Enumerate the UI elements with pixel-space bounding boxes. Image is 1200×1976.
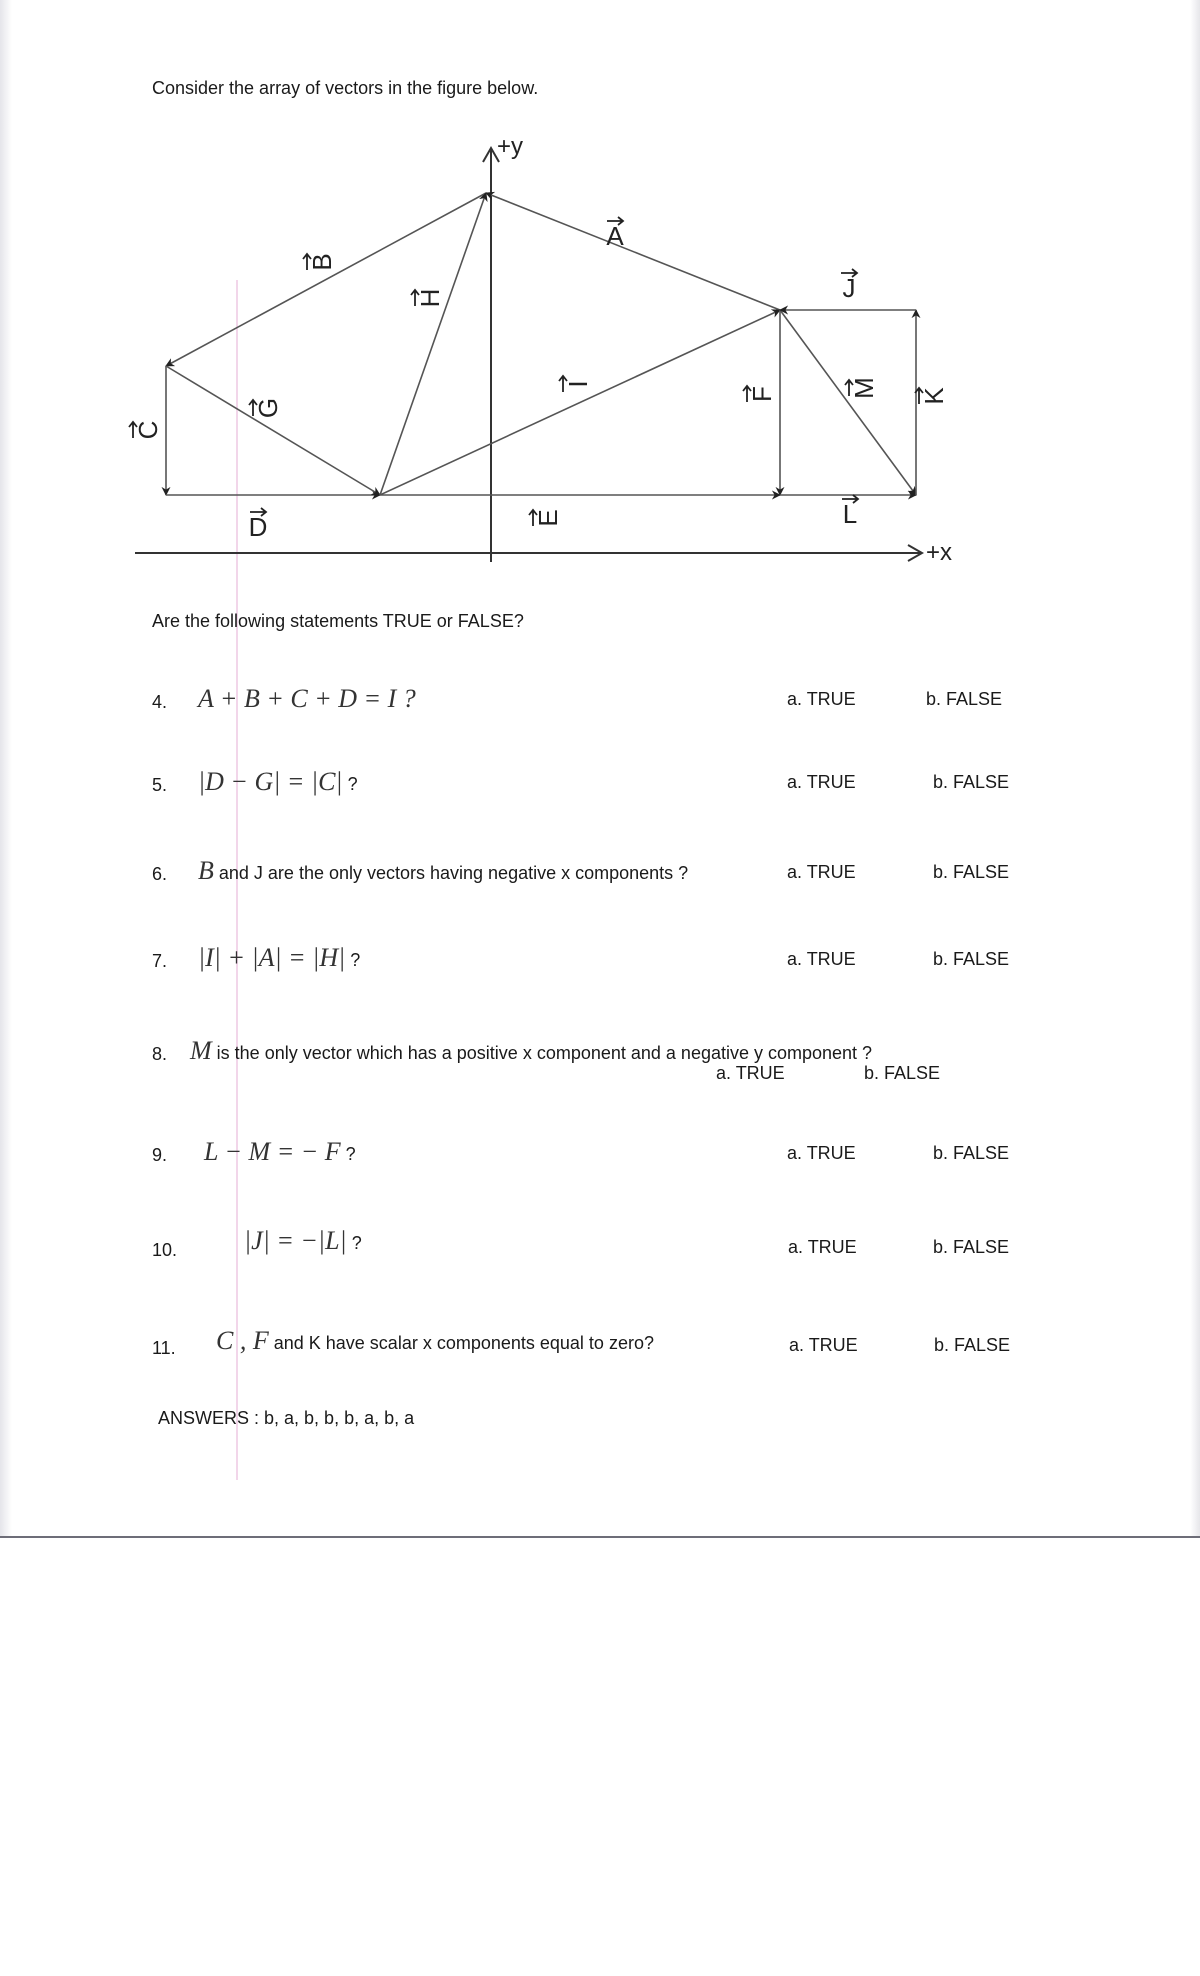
vector-label-text: A [606, 221, 624, 251]
question-text: is the only vector which has a positive x component and a negative y component ? [211, 1043, 873, 1063]
y-axis-label: +y [497, 133, 524, 160]
question-number: 8. [152, 1044, 168, 1064]
vector-label-text: M [849, 377, 879, 399]
intro-text: Consider the array of vectors in the figure below. [152, 78, 539, 98]
vector-label-I [559, 376, 593, 392]
question-number: 9. [152, 1145, 168, 1165]
question-expression: C , F [216, 1326, 269, 1355]
option-false-11[interactable]: b. FALSE [934, 1335, 1011, 1355]
option-true-6[interactable]: a. TRUE [787, 862, 856, 882]
vector-M [780, 310, 916, 495]
vector-figure [0, 0, 1200, 600]
question-text: and J are the only vectors having negative x components ? [213, 863, 689, 883]
option-false-4[interactable]: b. FALSE [926, 689, 1003, 709]
vector-label-A [606, 217, 624, 251]
vector-label-text: D [248, 512, 268, 542]
vector-B [166, 193, 486, 366]
vector-label-text: K [919, 387, 949, 405]
question-expression: |J| = −|L| [244, 1226, 347, 1255]
vector-label-text: C [133, 420, 163, 440]
prompt-text: Are the following statements TRUE or FALSE? [152, 611, 524, 631]
question-number: 11. [152, 1338, 176, 1358]
vector-label-K [915, 387, 949, 405]
vector-label-B [303, 253, 337, 270]
vector-label-text: F [747, 386, 777, 402]
vector-label-E [529, 509, 563, 526]
question-expression: B [198, 856, 214, 885]
question-statement [198, 856, 688, 886]
option-false-10[interactable]: b. FALSE [933, 1237, 1010, 1257]
vector-label-C [129, 421, 163, 440]
vector-label-text: G [253, 397, 283, 419]
question-expression: L − M = − F [204, 1137, 341, 1166]
vector-label-text: I [563, 380, 593, 388]
question-expression: M [190, 1036, 212, 1065]
question-text: and K have scalar x components equal to zero? [268, 1333, 654, 1353]
question-statement [190, 1036, 872, 1066]
vector-I [380, 310, 780, 495]
question-statement [198, 684, 416, 714]
option-true-4[interactable]: a. TRUE [787, 689, 856, 709]
vector-label-text: B [307, 253, 337, 271]
option-false-6[interactable]: b. FALSE [933, 862, 1010, 882]
option-true-11[interactable]: a. TRUE [789, 1335, 858, 1355]
question-expression: |D − G| = |C| [198, 767, 343, 796]
option-true-8[interactable]: a. TRUE [716, 1063, 785, 1083]
vector-label-text: H [415, 288, 445, 308]
option-false-9[interactable]: b. FALSE [933, 1143, 1010, 1163]
question-statement [198, 943, 360, 973]
question-text: ? [342, 774, 358, 794]
option-true-10[interactable]: a. TRUE [788, 1237, 857, 1257]
question-expression: A + B + C + D = I ? [198, 684, 416, 713]
question-statement [216, 1326, 654, 1356]
vector-label-G [249, 398, 283, 418]
question-number: 7. [152, 951, 168, 971]
option-true-9[interactable]: a. TRUE [787, 1143, 856, 1163]
answer-key: ANSWERS : b, a, b, b, b, a, b, a [158, 1408, 415, 1428]
option-true-7[interactable]: a. TRUE [787, 949, 856, 969]
vector-label-M [845, 377, 879, 399]
x-axis-label: +x [926, 539, 953, 566]
question-number: 5. [152, 775, 168, 795]
vector-H [380, 193, 486, 495]
vector-label-H [411, 289, 445, 308]
vector-label-D [249, 508, 268, 542]
vector-label-text: E [533, 509, 563, 527]
vector-label-text: L [842, 499, 858, 529]
question-expression: |I| + |A| = |H| [198, 943, 346, 972]
question-text: ? [340, 1144, 356, 1164]
vector-A [486, 193, 780, 310]
question-statement [244, 1226, 362, 1256]
question-number: 10. [152, 1240, 178, 1260]
question-text: ? [345, 950, 361, 970]
vector-label-F [743, 386, 777, 402]
question-text: ? [346, 1233, 362, 1253]
question-number: 6. [152, 864, 168, 884]
option-false-8[interactable]: b. FALSE [864, 1063, 941, 1083]
vector-label-J [841, 269, 857, 303]
question-statement [204, 1137, 356, 1167]
option-true-5[interactable]: a. TRUE [787, 772, 856, 792]
option-false-7[interactable]: b. FALSE [933, 949, 1010, 969]
question-statement [198, 767, 358, 797]
vector-label-L [842, 495, 858, 529]
vector-label-text: J [842, 273, 856, 303]
question-number: 4. [152, 692, 168, 712]
option-false-5[interactable]: b. FALSE [933, 772, 1010, 792]
vector-G [166, 366, 380, 495]
